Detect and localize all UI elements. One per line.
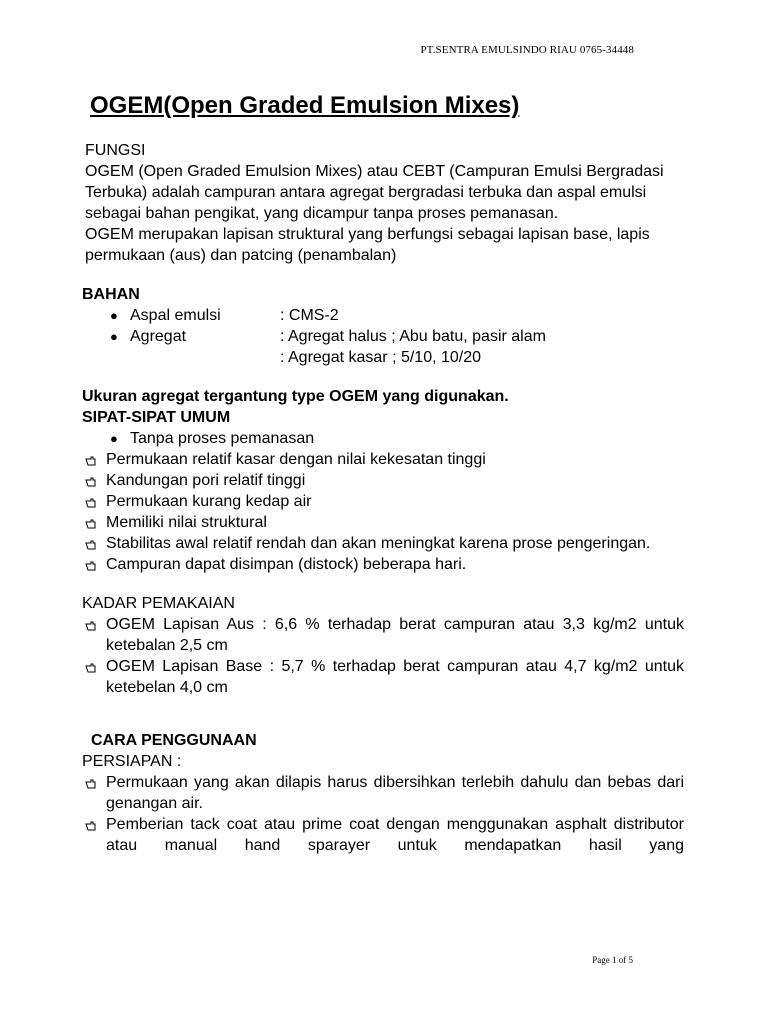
pointing-hand-icon bbox=[82, 814, 106, 835]
list-item bbox=[82, 533, 684, 554]
list-item-text: Permukaan relatif kasar dengan nilai kekesatan tinggi bbox=[106, 451, 486, 468]
ukuran-note: Ukuran agregat tergantung type OGEM yang digunakan. bbox=[82, 388, 509, 405]
cara-heading: CARA PENGGUNAAN bbox=[91, 732, 257, 749]
list-item bbox=[82, 656, 684, 698]
fungsi-heading: FUNGSI bbox=[85, 142, 146, 159]
bahan-label bbox=[130, 347, 280, 368]
bahan-value: : Agregat halus ; Abu batu, pasir alam bbox=[280, 328, 546, 345]
bahan-row bbox=[82, 326, 684, 347]
kadar-heading: KADAR PEMAKAIAN bbox=[82, 595, 235, 612]
list-item bbox=[82, 470, 684, 491]
fungsi-paragraph-1: OGEM (Open Graded Emulsion Mixes) atau CEBT (Campuran Emulsi Bergradasi Terbuka) adalah campuran antara agregat bergradasi terbuka dan aspal emulsi sebagai bahan pengikat, yang dicampur tanpa proses pemanasan. bbox=[85, 163, 664, 222]
bahan-row bbox=[82, 347, 684, 368]
document-title: OGEM(Open Graded Emulsion Mixes) bbox=[90, 92, 520, 119]
list-item bbox=[82, 814, 684, 856]
list-item bbox=[82, 428, 684, 449]
list-item-text: OGEM Lapisan Base : 5,7 % terhadap berat campuran atau 4,7 kg/m2 untuk ketebelan 4,0 cm bbox=[106, 658, 684, 696]
list-item bbox=[82, 554, 684, 575]
pointing-hand-icon bbox=[82, 491, 106, 512]
bahan-label: Agregat bbox=[130, 328, 187, 345]
list-item-text: Memiliki nilai struktural bbox=[106, 514, 267, 531]
page-header: PT.SENTRA EMULSINDO RIAU 0765-34448 bbox=[420, 44, 634, 56]
pointing-hand-icon bbox=[82, 772, 106, 793]
list-item bbox=[82, 512, 684, 533]
bahan-row bbox=[82, 305, 684, 326]
pointing-hand-icon bbox=[82, 449, 106, 470]
list-item bbox=[82, 449, 684, 470]
bahan-label: Aspal emulsi bbox=[130, 307, 221, 324]
persiapan-subheading: PERSIAPAN : bbox=[82, 753, 182, 770]
pointing-hand-icon bbox=[82, 470, 106, 491]
page-number: Page 1 of 5 bbox=[592, 955, 633, 965]
list-item bbox=[82, 491, 684, 512]
list-item bbox=[82, 614, 684, 656]
pointing-hand-icon bbox=[82, 656, 106, 677]
pointing-hand-icon bbox=[82, 554, 106, 575]
bahan-value: : CMS-2 bbox=[280, 307, 339, 324]
pointing-hand-icon bbox=[82, 533, 106, 554]
document-body bbox=[82, 140, 684, 856]
bullet-icon: ● bbox=[110, 329, 118, 344]
list-item-text: Campuran dapat disimpan (distock) beberapa hari. bbox=[106, 556, 467, 573]
list-item-text: Tanpa proses pemanasan bbox=[130, 430, 315, 447]
bullet-icon: ● bbox=[110, 431, 118, 446]
fungsi-paragraph-2: OGEM merupakan lapisan struktural yang berfungsi sebagai lapisan base, lapis permukaan (aus) dan patcing (penambalan) bbox=[85, 226, 650, 264]
sifat-heading: SIPAT-SIPAT UMUM bbox=[82, 409, 231, 426]
bullet-icon: ● bbox=[110, 308, 118, 323]
list-item-text: Stabilitas awal relatif rendah dan akan meningkat karena prose pengeringan. bbox=[106, 535, 651, 552]
bahan-heading: BAHAN bbox=[82, 286, 140, 303]
list-item bbox=[82, 772, 684, 814]
list-item-text: Permukaan yang akan dilapis harus dibersihkan terlebih dahulu dan bebas dari genangan air. bbox=[106, 774, 684, 812]
list-item-text: Kandungan pori relatif tinggi bbox=[106, 472, 306, 489]
list-item-text: Permukaan kurang kedap air bbox=[106, 493, 312, 510]
pointing-hand-icon bbox=[82, 512, 106, 533]
list-item-text: OGEM Lapisan Aus : 6,6 % terhadap berat campuran atau 3,3 kg/m2 untuk ketebalan 2,5 cm bbox=[106, 616, 684, 654]
list-item-text: Pemberian tack coat atau prime coat dengan menggunakan asphalt distributor atau manual hand sparayer untuk mendapatkan hasil yang bbox=[106, 816, 684, 854]
bahan-value: : Agregat kasar ; 5/10, 10/20 bbox=[280, 349, 482, 366]
pointing-hand-icon bbox=[82, 614, 106, 635]
